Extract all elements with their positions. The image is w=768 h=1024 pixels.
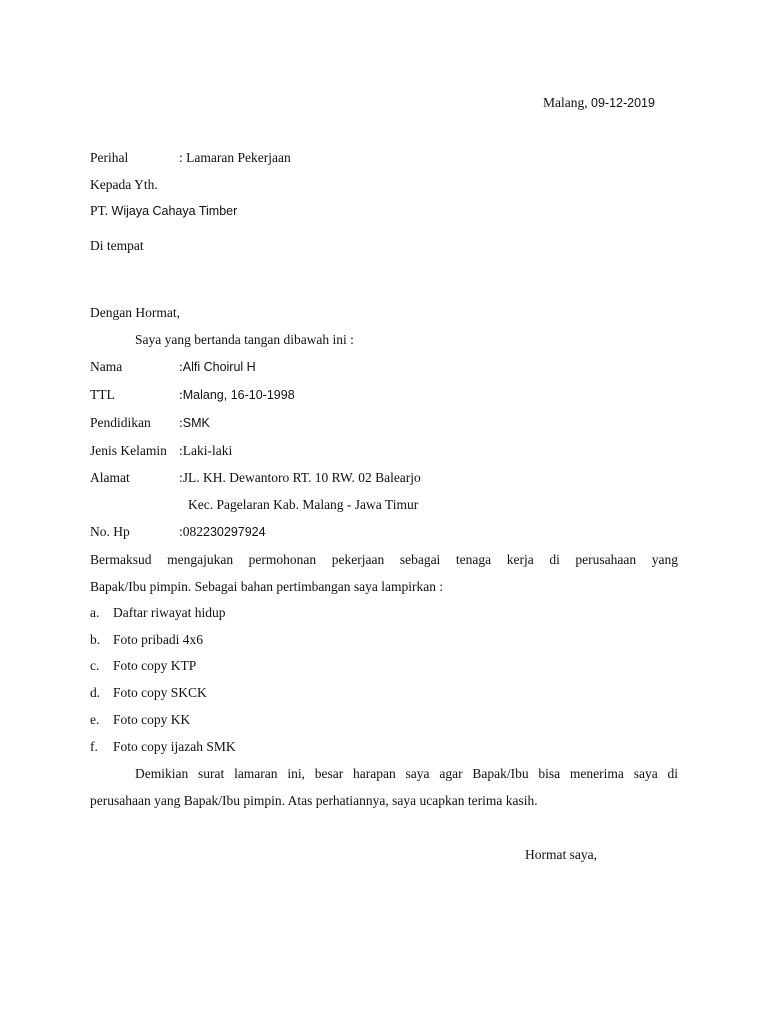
subject-value: : Lamaran Pekerjaan xyxy=(179,150,291,165)
field-address-continued xyxy=(188,496,418,514)
list-marker: a. xyxy=(90,605,100,620)
field-colon: : xyxy=(179,470,183,485)
field-label: Pendidikan xyxy=(90,415,151,430)
company-line xyxy=(90,202,237,220)
attachment-text: Foto pribadi 4x6 xyxy=(113,632,203,647)
field-value: Malang, 16-10-1998 xyxy=(182,388,295,402)
attachment-text: Foto copy KK xyxy=(113,712,191,727)
date-value: 09-12-2019 xyxy=(591,96,655,110)
field-birth xyxy=(90,386,295,404)
greeting: Dengan Hormat, xyxy=(90,305,180,320)
company-prefix: PT. xyxy=(90,203,112,218)
company-name: Wijaya Cahaya Timber xyxy=(111,204,238,218)
field-label: No. Hp xyxy=(90,524,130,539)
list-marker: c. xyxy=(90,658,100,673)
field-address xyxy=(90,469,421,487)
field-label: Alamat xyxy=(90,470,130,485)
letter-date xyxy=(543,94,655,112)
purpose-paragraph-line-1: Bermaksud mengajukan permohonan pekerjaan sebagai tenaga kerja di perusahaan yang xyxy=(90,552,678,567)
field-colon: : xyxy=(179,524,183,539)
subject-line xyxy=(90,149,291,167)
attachment-item xyxy=(90,657,196,675)
field-value: Kec. Pagelaran Kab. Malang - Jawa Timur xyxy=(188,497,419,512)
field-value: SMK xyxy=(182,416,210,430)
closing-paragraph-line-1: Demikian surat lamaran ini, besar harapan saya agar Bapak/Ibu bisa menerima saya di xyxy=(135,766,678,781)
attachment-item xyxy=(90,711,190,729)
field-name xyxy=(90,358,256,376)
attachment-item xyxy=(90,604,225,622)
field-education xyxy=(90,414,210,432)
field-value: Alfi Choirul H xyxy=(182,360,256,374)
field-label: Nama xyxy=(90,359,123,374)
field-colon: : xyxy=(179,359,183,374)
date-place: Malang, xyxy=(543,95,591,110)
attachment-item xyxy=(90,684,207,702)
attachment-text: Foto copy KTP xyxy=(113,658,197,673)
field-colon: : xyxy=(179,387,183,402)
signoff: Hormat saya, xyxy=(525,847,597,862)
closing-paragraph-line-2: perusahaan yang Bapak/Ibu pimpin. Atas perhatiannya, saya ucapkan terima kasih. xyxy=(90,793,538,808)
list-marker: d. xyxy=(90,685,101,700)
field-phone xyxy=(90,523,266,541)
purpose-paragraph-line-2: Bapak/Ibu pimpin. Sebagai bahan pertimbangan saya lampirkan : xyxy=(90,579,444,594)
field-value: Laki-laki xyxy=(182,443,233,458)
field-colon: : xyxy=(179,443,183,458)
recipient-title: Kepada Yth. xyxy=(90,177,158,192)
list-marker: e. xyxy=(90,712,100,727)
attachment-text: Daftar riwayat hidup xyxy=(113,605,226,620)
field-value: JL. KH. Dewantoro RT. 10 RW. 02 Balearjo xyxy=(182,470,421,485)
attachment-text: Foto copy ijazah SMK xyxy=(113,739,236,754)
recipient-location: Di tempat xyxy=(90,238,144,253)
attachment-text: Foto copy SKCK xyxy=(113,685,207,700)
attachment-item xyxy=(90,738,236,756)
field-value: 230297924 xyxy=(203,525,266,539)
list-marker: b. xyxy=(90,632,101,647)
attachment-item xyxy=(90,631,203,649)
field-gender xyxy=(90,442,232,460)
field-colon: : xyxy=(179,415,183,430)
phone-prefix: 082 xyxy=(182,524,204,539)
intro-text: Saya yang bertanda tangan dibawah ini : xyxy=(135,332,354,347)
list-marker: f. xyxy=(90,739,98,754)
subject-label: Perihal xyxy=(90,150,129,165)
field-label: Jenis Kelamin xyxy=(90,443,167,458)
field-label: TTL xyxy=(90,387,115,402)
